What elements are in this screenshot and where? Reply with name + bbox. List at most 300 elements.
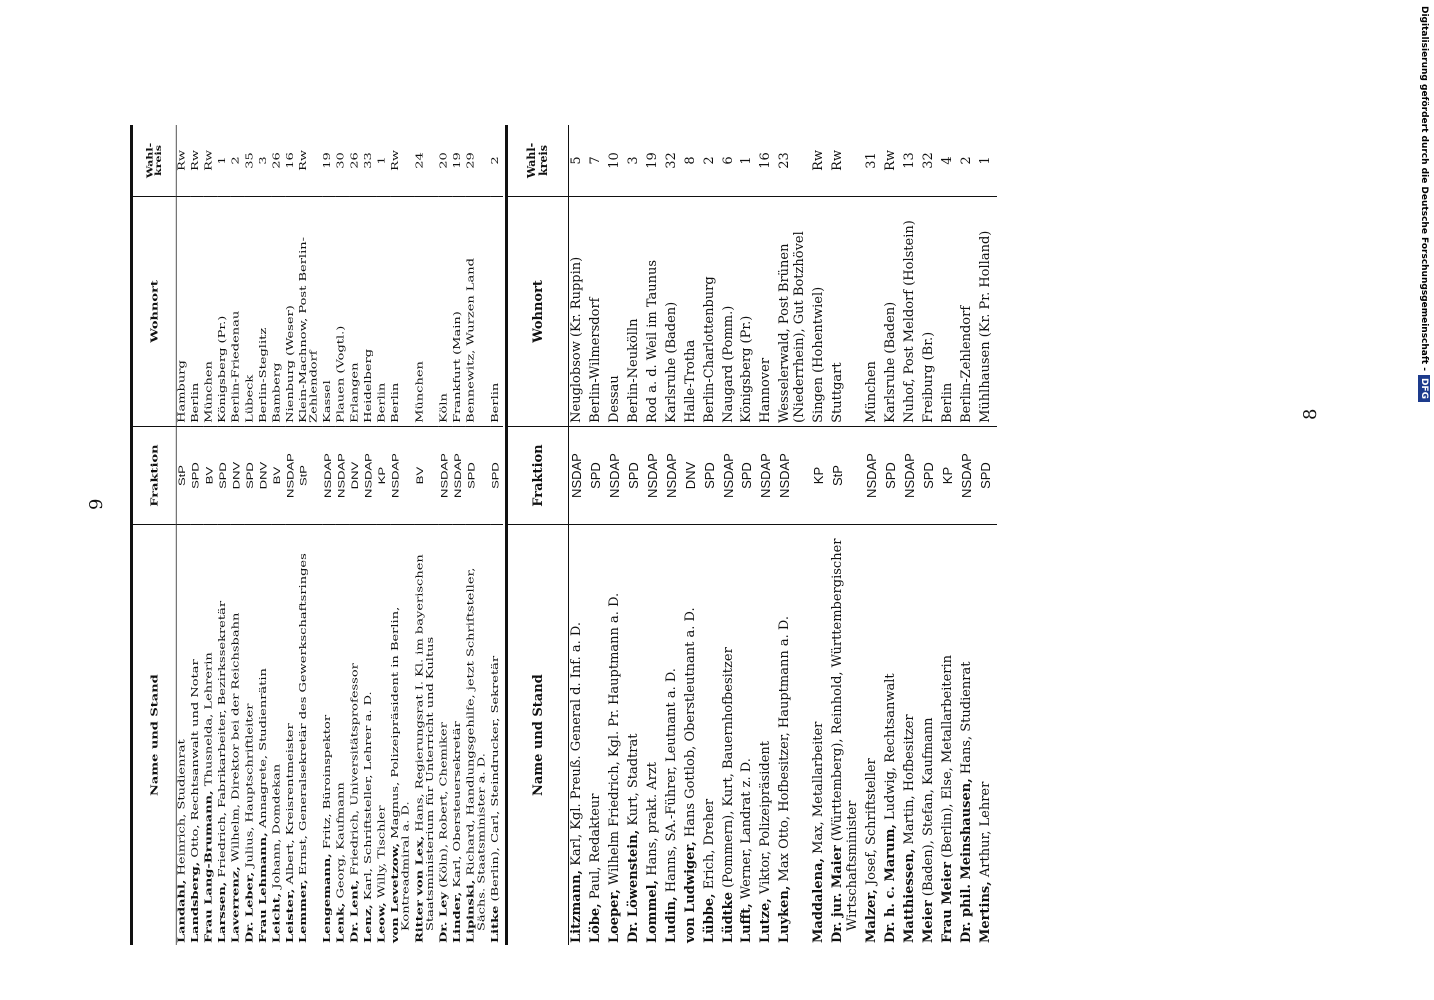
- deputy-occupation: Fritz, Büroinspektor: [322, 714, 334, 854]
- deputy-name: Laverrenz,: [230, 866, 242, 943]
- wahlkreis-cell: 24: [414, 125, 438, 196]
- deputy-name: Lengemann,: [322, 853, 334, 943]
- fraktion-cell: KP: [940, 426, 959, 524]
- deputy-name-cell: [921, 525, 940, 945]
- deputy-occupation: Hans, Studienrat: [958, 661, 974, 779]
- table-row: [683, 125, 702, 945]
- table-row: [921, 125, 940, 945]
- deputy-name-cell: [588, 525, 607, 945]
- wahlkreis-cell: 1: [217, 125, 231, 196]
- fraktion-cell: SPD: [883, 426, 902, 524]
- deputy-occupation: Erich, Dreher: [701, 798, 717, 894]
- wahlkreis-cell: 3: [258, 125, 272, 196]
- fraktion-cell: NSDAP: [645, 426, 664, 524]
- wahlkreis-cell: 20: [439, 125, 453, 196]
- deputy-name: Dr. Löwenstein,: [625, 829, 641, 943]
- deputy-name-cell: [626, 525, 645, 945]
- wahlkreis-cell: 32: [921, 125, 940, 196]
- wohnort-cell: Bennewitz, Wurzen Land: [466, 196, 490, 426]
- deputy-name-cell: [721, 525, 740, 945]
- wahlkreis-cell: 8: [683, 125, 702, 196]
- table-row: [811, 125, 830, 945]
- table-row: [323, 125, 337, 945]
- wohnort-cell: Halle-Trotha: [683, 196, 702, 426]
- wahlkreis-cell: 1: [377, 125, 391, 196]
- deputy-occupation: Max Otto, Hofbesitzer, Hauptmann a. D.: [777, 616, 793, 886]
- deputy-name: Dr. h. c. Marum,: [882, 824, 898, 943]
- fraktion-cell: NSDAP: [959, 426, 978, 524]
- deputy-name: Matthiessen,: [901, 848, 917, 943]
- wohnort-cell: Hamburg: [176, 196, 190, 426]
- wohnort-cell: Hannover: [758, 196, 777, 426]
- deputy-name-cell: [978, 525, 997, 945]
- deputy-name-cell: [414, 525, 438, 945]
- wohnort-cell: Nienburg (Weser): [285, 196, 299, 426]
- fraktion-cell: StP: [176, 426, 190, 524]
- deputy-name: Landahl,: [176, 879, 188, 943]
- header-wohnort: Wohnort: [133, 196, 176, 426]
- wohnort-cell: München: [864, 196, 883, 426]
- fraktion-cell: SPD: [588, 426, 607, 524]
- deputy-name-cell: [323, 525, 337, 945]
- deputy-name: Lübbe,: [701, 893, 717, 943]
- wahlkreis-cell: 29: [466, 125, 490, 196]
- wohnort-cell: Stuttgart: [830, 196, 864, 426]
- wohnort-cell: Berlin: [390, 196, 414, 426]
- table-row: [204, 125, 218, 945]
- table-row: [258, 125, 272, 945]
- table-row: [588, 125, 607, 945]
- table-row: [176, 125, 190, 945]
- wohnort-cell: Berlin: [940, 196, 959, 426]
- deputy-name: Luyken,: [777, 885, 793, 943]
- deputy-occupation: Max, Metallarbeiter: [811, 721, 827, 858]
- fraktion-cell: SPD: [921, 426, 940, 524]
- deputy-name-cell: [298, 525, 322, 945]
- wohnort-cell: Lübeck: [244, 196, 258, 426]
- deputy-name: von Levetzow,: [390, 842, 401, 943]
- deputy-occupation: (Berlin), Carl, Steindrucker, Sekretär: [489, 655, 501, 906]
- deputy-occupation: Viktor, Polizeipräsident: [758, 741, 774, 899]
- header-name-und-stand: Name und Stand: [133, 525, 176, 945]
- deputy-name-cell: [390, 525, 414, 945]
- deputy-name: Maddalena,: [811, 857, 827, 943]
- deputy-occupation: Thusnelda, Lehrerin: [203, 652, 215, 791]
- wahlkreis-cell: Rw: [190, 125, 204, 196]
- header-wahlkreis: Wahl- kreis: [133, 125, 176, 196]
- deputy-occupation: Wilhelm Friedrich, Kgl. Pr. Hauptmann a. D.: [606, 592, 622, 890]
- wohnort-cell: Frankfurt (Main): [452, 196, 466, 426]
- deputy-occupation: (Pommern), Kurt, Bauernhofbesitzer: [720, 647, 736, 893]
- wohnort-cell: Dessau: [607, 196, 626, 426]
- table-row: [285, 125, 299, 945]
- fraktion-cell: NSDAP: [390, 426, 414, 524]
- deputy-name-cell: [258, 525, 272, 945]
- wohnort-cell: Königsberg (Pr.): [217, 196, 231, 426]
- deputy-name-cell: [569, 525, 588, 945]
- table-row: [883, 125, 902, 945]
- wohnort-cell: Heidelberg: [363, 196, 377, 426]
- wahlkreis-cell: Rw: [298, 125, 322, 196]
- deputy-name-cell: [940, 525, 959, 945]
- wahlkreis-cell: 2: [231, 125, 245, 196]
- fraktion-cell: NSDAP: [902, 426, 921, 524]
- fraktion-cell: BV: [204, 426, 218, 524]
- wahlkreis-cell: 30: [336, 125, 350, 196]
- table-row: [336, 125, 350, 945]
- deputy-name-cell: [217, 525, 231, 945]
- deputy-name-cell: [336, 525, 350, 945]
- table-row: [363, 125, 377, 945]
- wahlkreis-cell: 10: [607, 125, 626, 196]
- deputy-occupation: Josef, Schriftsteller: [864, 758, 879, 890]
- wohnort-cell: Köln: [439, 196, 453, 426]
- deputy-name: Frau Lehmann,: [257, 832, 269, 943]
- fraktion-cell: DNV: [231, 426, 245, 524]
- fraktion-cell: StP: [830, 426, 864, 524]
- fraktion-cell: StP: [298, 426, 322, 524]
- deputy-name-cell: [607, 525, 626, 945]
- table-row: [271, 125, 285, 945]
- deputy-name: Lipinski,: [465, 879, 477, 943]
- wohnort-cell: Karlsruhe (Baden): [883, 196, 902, 426]
- deputy-occupation: (Württemberg), Reinhold, Württembergischer Wirtschaftsminister: [830, 538, 861, 931]
- deputy-name: Lemmer,: [298, 879, 310, 943]
- fraktion-cell: NSDAP: [452, 426, 466, 524]
- deputy-occupation: Hanns, SA.-Führer, Leutnant a. D.: [663, 668, 679, 897]
- deputy-name-cell: [363, 525, 377, 945]
- deputy-name-cell: [466, 525, 490, 945]
- wohnort-cell: Berlin-Wilmersdorf: [588, 196, 607, 426]
- wohnort-cell: Bamberg: [271, 196, 285, 426]
- deputy-name: Dr. Ley: [438, 892, 450, 943]
- deputy-occupation: Heinrich, Studienrat: [176, 739, 188, 880]
- page-number-left: 9: [86, 498, 107, 510]
- wahlkreis-cell: 7: [588, 125, 607, 196]
- deputy-occupation: Georg, Kaufmann: [336, 782, 347, 903]
- fraktion-cell: DNV: [258, 426, 272, 524]
- deputy-name: Lufft,: [739, 903, 755, 943]
- fraktion-cell: SPD: [702, 426, 721, 524]
- wahlkreis-cell: 1: [739, 125, 758, 196]
- deputy-name: Lenz,: [363, 904, 374, 943]
- deputy-name-cell: [811, 525, 830, 945]
- wahlkreis-cell: 31: [864, 125, 883, 196]
- page-number-right: 8: [1300, 408, 1321, 420]
- deputy-name: von Ludwiger,: [682, 841, 698, 943]
- table-row: [244, 125, 258, 945]
- deputy-occupation: Annagrete, Studienrätin: [257, 668, 269, 833]
- fraktion-cell: NSDAP: [363, 426, 377, 524]
- deputy-occupation: Werner, Landrat z. D.: [739, 758, 755, 904]
- deputy-name-cell: [244, 525, 258, 945]
- deputy-occupation: Otto, Rechtsanwalt und Notar: [190, 659, 201, 862]
- wohnort-cell: Berlin: [190, 196, 204, 426]
- deputy-name: Lenk,: [336, 902, 347, 943]
- wahlkreis-cell: 2: [702, 125, 721, 196]
- table-row: [864, 125, 883, 945]
- table-row: [390, 125, 414, 945]
- fraktion-cell: SPD: [626, 426, 645, 524]
- deputy-name-cell: [439, 525, 453, 945]
- deputy-name: Lommel,: [644, 879, 660, 943]
- deputy-occupation: Kurt, Stadtrat: [625, 733, 641, 830]
- deputy-name-cell: [864, 525, 883, 945]
- deputy-name: Leow,: [376, 902, 388, 943]
- deputy-name: Frau Meier: [939, 862, 955, 943]
- header-fraktion: Fraktion: [508, 426, 569, 524]
- deputy-name: Larssen,: [217, 881, 228, 943]
- deputy-name: Ritter von Lex,: [414, 835, 426, 943]
- table-row: [439, 125, 453, 945]
- fraktion-cell: SPD: [466, 426, 490, 524]
- table-row: [664, 125, 683, 945]
- wohnort-cell: Naugard (Pomm.): [721, 196, 740, 426]
- deputy-name-cell: [452, 525, 466, 945]
- fraktion-cell: NSDAP: [664, 426, 683, 524]
- wahlkreis-cell: 3: [626, 125, 645, 196]
- dfg-logo: DFG: [1418, 375, 1430, 402]
- deputy-name: Loeper,: [606, 889, 622, 943]
- fraktion-cell: NSDAP: [777, 426, 811, 524]
- wahlkreis-cell: 26: [271, 125, 285, 196]
- table-row: [466, 125, 490, 945]
- deputy-name-cell: [777, 525, 811, 945]
- wahlkreis-cell: 32: [664, 125, 683, 196]
- wahlkreis-cell: 26: [350, 125, 364, 196]
- deputy-occupation: Ernst, Generalsekretär des Gewerkschaftsringes: [298, 553, 310, 880]
- table-row: [217, 125, 231, 945]
- fraktion-cell: KP: [811, 426, 830, 524]
- fraktion-cell: DNV: [350, 426, 364, 524]
- deputy-name: Leicht,: [271, 892, 282, 943]
- deputy-name-cell: [204, 525, 218, 945]
- deputy-occupation: Arthur, Lehrer: [977, 781, 993, 882]
- deputy-name: Meier: [920, 900, 936, 943]
- deputy-name: Ludin,: [663, 896, 679, 943]
- wohnort-cell: Nuhof, Post Meldorf (Holstein): [902, 196, 921, 426]
- deputy-occupation: Albert, Kreisrentmeister: [284, 723, 296, 889]
- table-row: [830, 125, 864, 945]
- deputy-name: Linder,: [452, 891, 463, 943]
- wahlkreis-cell: Rw: [204, 125, 218, 196]
- wohnort-cell: Rod a. d. Weil im Taunus: [645, 196, 664, 426]
- table-row: [777, 125, 811, 945]
- deputy-occupation: Friedrich, Universitätsprofessor: [349, 663, 361, 880]
- wohnort-cell: Berlin-Charlottenburg: [702, 196, 721, 426]
- table-row: [902, 125, 921, 945]
- header-wahlkreis: Wahl- kreis: [508, 125, 569, 196]
- deputy-occupation: Johann, Domdekan: [271, 763, 282, 893]
- deputy-name: Lüdtke: [720, 892, 736, 943]
- wahlkreis-cell: Rw: [176, 125, 190, 196]
- wahlkreis-cell: 16: [758, 125, 777, 196]
- wohnort-cell: Berlin-Steglitz: [258, 196, 272, 426]
- deputy-name-cell: [285, 525, 299, 945]
- table-row: [350, 125, 364, 945]
- deputy-occupation: Martin, Hofbesitzer: [901, 714, 917, 849]
- table-row: [490, 125, 503, 945]
- deputies-table-right: [505, 125, 1303, 945]
- deputy-occupation: Hans, prakt. Arzt: [644, 762, 660, 880]
- deputy-occupation: Ludwig, Rechtsanwalt: [882, 673, 898, 825]
- fraktion-cell: NSDAP: [569, 426, 588, 524]
- table-row: [758, 125, 777, 945]
- wahlkreis-cell: 19: [323, 125, 337, 196]
- fraktion-cell: NSDAP: [285, 426, 299, 524]
- table-row: [231, 125, 245, 945]
- wahlkreis-cell: 23: [777, 125, 811, 196]
- wohnort-cell: Berlin: [490, 196, 503, 426]
- deputy-name-cell: [758, 525, 777, 945]
- wahlkreis-cell: 16: [285, 125, 299, 196]
- wahlkreis-cell: 19: [645, 125, 664, 196]
- deputy-name: Löbe,: [587, 903, 603, 943]
- deputy-name-cell: [176, 525, 190, 945]
- fraktion-cell: BV: [414, 426, 438, 524]
- deputy-name-cell: [490, 525, 503, 945]
- wohnort-cell: Kassel: [323, 196, 337, 426]
- deputy-name-cell: [271, 525, 285, 945]
- deputy-name: Malzer,: [864, 889, 879, 943]
- deputy-name: Dr. jur. Maier: [830, 845, 846, 943]
- wahlkreis-cell: 4: [940, 125, 959, 196]
- table-row: [190, 125, 204, 945]
- wahlkreis-cell: 2: [490, 125, 503, 196]
- fraktion-cell: NSDAP: [439, 426, 453, 524]
- wohnort-cell: Karlsruhe (Baden): [664, 196, 683, 426]
- table-row: [569, 125, 588, 945]
- fraktion-cell: SPD: [190, 426, 204, 524]
- header-wohnort: Wohnort: [508, 196, 569, 426]
- deputy-occupation: Richard, Handlungsgehilfe, jetzt Schriftsteller, Sächs. Staatsminister a. D.: [465, 567, 487, 931]
- wahlkreis-cell: 1: [978, 125, 997, 196]
- deputy-occupation: Hans, Regierungsrat I. Kl. im bayerischen Staatsministerium für Unterricht und Kultus: [414, 554, 436, 931]
- fraktion-cell: SPD: [978, 426, 997, 524]
- deputy-name: Mertins,: [977, 881, 993, 943]
- deputy-name-cell: [377, 525, 391, 945]
- deputy-name-cell: [190, 525, 204, 945]
- deputy-name-cell: [683, 525, 702, 945]
- deputy-occupation: Hans Gottlob, Oberstleutnant a. D.: [682, 607, 698, 842]
- deputy-occupation: (Berlin), Else, Metallarbeiterin: [939, 654, 955, 863]
- deputy-name-cell: [739, 525, 758, 945]
- table-row: [377, 125, 391, 945]
- deputy-name-cell: [645, 525, 664, 945]
- fraktion-cell: NSDAP: [607, 426, 626, 524]
- fraktion-cell: NSDAP: [721, 426, 740, 524]
- deputy-occupation: Paul, Redakteur: [587, 793, 603, 904]
- deputy-occupation: Julius, Hauptschriftleiter: [244, 703, 255, 872]
- fraktion-cell: SPD: [739, 426, 758, 524]
- digitization-footer: [1416, 6, 1434, 426]
- table-row: [645, 125, 664, 945]
- deputy-occupation: Magnus, Polizeipräsident in Berlin, Kontreadmiral a. D.: [390, 606, 412, 931]
- wahlkreis-cell: 19: [452, 125, 466, 196]
- table-row: [959, 125, 978, 945]
- wahlkreis-cell: 5: [569, 125, 588, 196]
- table-row: [721, 125, 740, 945]
- footer-text: Digitalisierung gefördert durch die Deutsche Forschungsgemeinschaft -: [1419, 6, 1429, 371]
- deputy-occupation: Karl, Kgl. Preuß. General d. Inf. a. D.: [569, 622, 584, 870]
- table-row: [978, 125, 997, 945]
- deputy-occupation: (Köln), Robert, Chemiker: [438, 722, 450, 893]
- deputy-occupation: Willy, Tischler: [376, 805, 388, 903]
- deputy-name-cell: [702, 525, 721, 945]
- deputy-name: Dr. Lent,: [349, 879, 361, 943]
- wahlkreis-cell: 6: [721, 125, 740, 196]
- deputy-name: Litke: [489, 905, 501, 943]
- wohnort-cell: Mühlhausen (Kr. Pr. Holland): [978, 196, 997, 426]
- wahlkreis-cell: 2: [959, 125, 978, 196]
- fraktion-cell: DNV: [683, 426, 702, 524]
- fraktion-cell: SPD: [217, 426, 231, 524]
- fraktion-cell: SPD: [490, 426, 503, 524]
- wohnort-cell: Plauen (Vogtl.): [336, 196, 350, 426]
- deputy-name-cell: [830, 525, 864, 945]
- wohnort-cell: Berlin-Friedenau: [231, 196, 245, 426]
- header-fraktion: Fraktion: [133, 426, 176, 524]
- deputy-name: Lutze,: [758, 898, 774, 943]
- table-row: [702, 125, 721, 945]
- deputy-name: Litzmann,: [569, 869, 584, 943]
- wahlkreis-cell: 13: [902, 125, 921, 196]
- wahlkreis-cell: 33: [363, 125, 377, 196]
- wohnort-cell: Wesselerwald, Post Brünen (Niederrhein), Gut Botzhövel: [777, 196, 811, 426]
- deputy-occupation: Wilhelm, Direktor bei der Reichsbahn: [230, 612, 242, 867]
- deputy-name: Frau Lang-Brumann,: [203, 790, 215, 943]
- deputy-name-cell: [883, 525, 902, 945]
- deputy-name: Leister,: [284, 888, 296, 943]
- wahlkreis-cell: Rw: [883, 125, 902, 196]
- wahlkreis-cell: Rw: [830, 125, 864, 196]
- table-row: [739, 125, 758, 945]
- fraktion-cell: SPD: [244, 426, 258, 524]
- table-row: [414, 125, 438, 945]
- wahlkreis-cell: 35: [244, 125, 258, 196]
- wohnort-cell: Berlin-Neukölln: [626, 196, 645, 426]
- wahlkreis-cell: Rw: [390, 125, 414, 196]
- deputy-occupation: Karl, Obersteuersekretär: [452, 721, 463, 892]
- fraktion-cell: NSDAP: [323, 426, 337, 524]
- fraktion-cell: NSDAP: [758, 426, 777, 524]
- fraktion-cell: NSDAP: [336, 426, 350, 524]
- wahlkreis-cell: Rw: [811, 125, 830, 196]
- wohnort-cell: Freiburg (Br.): [921, 196, 940, 426]
- fraktion-cell: BV: [271, 426, 285, 524]
- wohnort-cell: Klein-Machnow, Post Berlin-Zehlendorf: [298, 196, 322, 426]
- wohnort-cell: Berlin-Zehlendorf: [959, 196, 978, 426]
- deputy-name-cell: [664, 525, 683, 945]
- table-row: [607, 125, 626, 945]
- deputy-occupation: Friedrich, Fabrikarbeiter, Bezirkssekretär: [217, 600, 228, 882]
- wohnort-cell: München: [414, 196, 438, 426]
- wohnort-cell: Erlangen: [350, 196, 364, 426]
- table-row: [940, 125, 959, 945]
- deputy-name-cell: [350, 525, 364, 945]
- wohnort-cell: München: [204, 196, 218, 426]
- fraktion-cell: NSDAP: [864, 426, 883, 524]
- fraktion-cell: KP: [377, 426, 391, 524]
- deputy-name: Landsberg,: [190, 861, 201, 943]
- table-row: [452, 125, 466, 945]
- header-name-und-stand: Name und Stand: [508, 525, 569, 945]
- deputy-occupation: Karl, Schriftsteller, Lehrer a. D.: [363, 691, 374, 905]
- wohnort-cell: Berlin: [377, 196, 391, 426]
- wohnort-cell: Königsberg (Pr.): [739, 196, 758, 426]
- table-row: [626, 125, 645, 945]
- table-row: [298, 125, 322, 945]
